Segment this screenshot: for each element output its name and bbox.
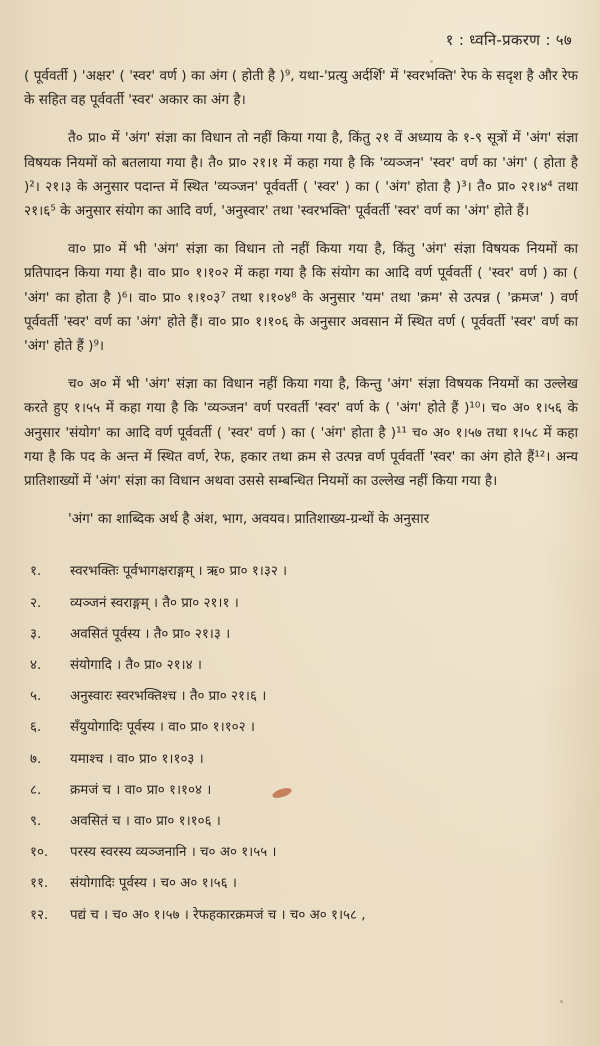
paragraph-4: च० अ० में भी 'अंग' संज्ञा का विधान नहीं किया गया है, किन्तु 'अंग' संज्ञा विषयक नियमों का उल्लेख करते हुए १।५५ में कहा गया है कि 'व्यञ्जन' वर्ण परवर्ती 'स्वर' वर्ण के ( 'अंग' होते हैं )¹⁰। च० अ० १।५६ के अनुसार 'संयोग' का आदि वर्ण पूर्ववर्ती ( 'स्वर' वर्ण ) का ( 'अंग' होता है )¹¹ च० अ० १।५७ तथा १।५८ में कहा गया है कि पद के अन्त में स्थित वर्ण, रेफ, हकार तथा क्रम से उत्पन्न वर्ण पूर्ववर्ती 'स्वर' का अंग होते हैं¹²। अन्य प्रातिशाख्यों में 'अंग' संज्ञा का विधान अथवा उससे सम्बन्धित नियमों का उल्लेख नहीं किया गया है। <box>24 376 578 490</box>
footnote-text: अनुस्वारः स्वरभक्तिश्च । तै० प्रा० २१।६ । <box>70 689 267 705</box>
running-header: १ : ध्वनि-प्रकरण : ५७ <box>445 31 572 49</box>
paragraph-2: तै० प्रा० में 'अंग' संज्ञा का विधान तो नहीं किया गया है, किंतु २१ वें अध्याय के १-९ सूत्रों में 'अंग' संज्ञा विषयक नियमों को बतलाया गया है। तै० प्रा० २१।१ में कहा गया है कि 'व्यञ्जन' 'स्वर' वर्ण का 'अंग' ( होता है )²। २१।३ के अनुसार पदान्त में स्थित 'व्यञ्जन' पूर्ववर्ती ( 'स्वर' ) का ( 'अंग' होता है )³। तै० प्रा० २१।४⁴ तथा २१।६⁵ के अनुसार संयोग का आदि वर्ण, 'अनुस्वार' तथा 'स्वरभक्ति' पूर्ववर्ती 'स्वर' वर्ण का 'अंग' होते हैं। <box>24 130 578 220</box>
paragraph-3: वा० प्रा० में भी 'अंग' संज्ञा का विधान तो नहीं किया गया है, किंतु 'अंग' संज्ञा विषयक नियमों का प्रतिपादन किया गया है। वा० प्रा० १।१०२ में कहा गया है कि संयोग का आदि वर्ण पूर्ववर्ती ( 'स्वर' वर्ण ) का ( 'अंग' का होता है )⁶। वा० प्रा० १।१०३⁷ तथा १।१०४⁸ के अनुसार 'यम' तथा 'क्रम' से उत्पन्न ( 'क्रमज' ) वर्ण पूर्ववर्ती 'स्वर' वर्ण का 'अंग' होते हैं। वा० प्रा० १।१०६ के अनुसार अवसान में स्थित वर्ण ( पूर्ववर्ती 'स्वर' वर्ण का 'अंग' होते हैं )⁹। <box>24 241 578 355</box>
footnote-item <box>30 900 578 931</box>
paragraph-1: ( पूर्ववर्ती ) 'अक्षर' ( 'स्वर' वर्ण ) का अंग ( होती है )⁹, यथा-'प्रत्यु अर्दर्शि' में 'स्वरभक्ति' रेफ के सदृश है और रेफ के सहित वह पूर्ववर्ती 'स्वर' अकार का अंग है। <box>24 68 578 109</box>
footnote-item <box>30 588 578 619</box>
footnote-text: स्वरभक्तिः पूर्वभागक्षराङ्गम् । ऋ० प्रा० १।३२ । <box>70 564 288 580</box>
footnote-number: ५. <box>30 689 42 705</box>
footnote-number: ९. <box>30 813 42 829</box>
footnote-number: ८. <box>30 782 42 798</box>
footnote-text: अवसितं पूर्वस्य । तै० प्रा० २१।३ । <box>70 626 231 642</box>
footnote-number: ११. <box>30 876 49 892</box>
footnote-number: १२. <box>30 907 49 923</box>
footnote-number: २. <box>30 595 42 611</box>
footnote-item <box>30 744 578 775</box>
footnote-item <box>30 556 578 587</box>
footnotes-list <box>24 556 578 930</box>
footnote-number: ३. <box>30 626 42 642</box>
footnote-text: यमाश्च । वा० प्रा० १।१०३ । <box>70 751 204 767</box>
footnote-text: क्रमजं च । वा० प्रा० १।१०४ । <box>70 782 212 798</box>
footnote-text: संयोगादि । तै० प्रा० २१।४ । <box>70 658 202 674</box>
main-text <box>24 64 578 531</box>
footnote-number: ४. <box>30 658 42 674</box>
footnote-number: ७. <box>30 751 42 767</box>
footnote-item <box>30 775 578 806</box>
footnote-item <box>30 681 578 712</box>
footnote-item <box>30 868 578 899</box>
footnote-text: अवसितं च । वा० प्रा० १।१०६ । <box>70 813 221 829</box>
footnote-text: परस्य स्वरस्य व्यञ्जनानि । च० अ० १।५५ । <box>70 845 277 861</box>
footnote-number: ६. <box>30 720 42 736</box>
footnote-text: सँयुयोगादिः पूर्वस्य । वा० प्रा० १।१०२ । <box>70 720 255 736</box>
footnote-text: संयोगादिः पूर्वस्य । च० अ० १।५६ । <box>70 876 237 892</box>
footnote-item <box>30 650 578 681</box>
paper-speck <box>430 60 433 63</box>
footnote-item <box>30 619 578 650</box>
footnote-item <box>30 806 578 837</box>
footnote-number: १. <box>30 564 42 580</box>
paragraph-5: 'अंग' का शाब्दिक अर्थ है अंश, भाग, अवयव। प्रातिशाख्य-ग्रन्थों के अनुसार <box>68 511 430 528</box>
footnote-number: १०. <box>30 845 49 861</box>
footnote-divider <box>24 545 578 546</box>
footnote-text: व्यञ्जनं स्वराङ्गम् । तै० प्रा० २१।१ । <box>70 595 239 611</box>
footnote-text: पद्यं च । च० अ० १।५७ । रेफहकारक्रमजं च । च० अ० १।५८ , <box>70 907 366 923</box>
footnote-item <box>30 837 578 868</box>
footnote-item <box>30 712 578 743</box>
paper-speck <box>560 1000 563 1003</box>
